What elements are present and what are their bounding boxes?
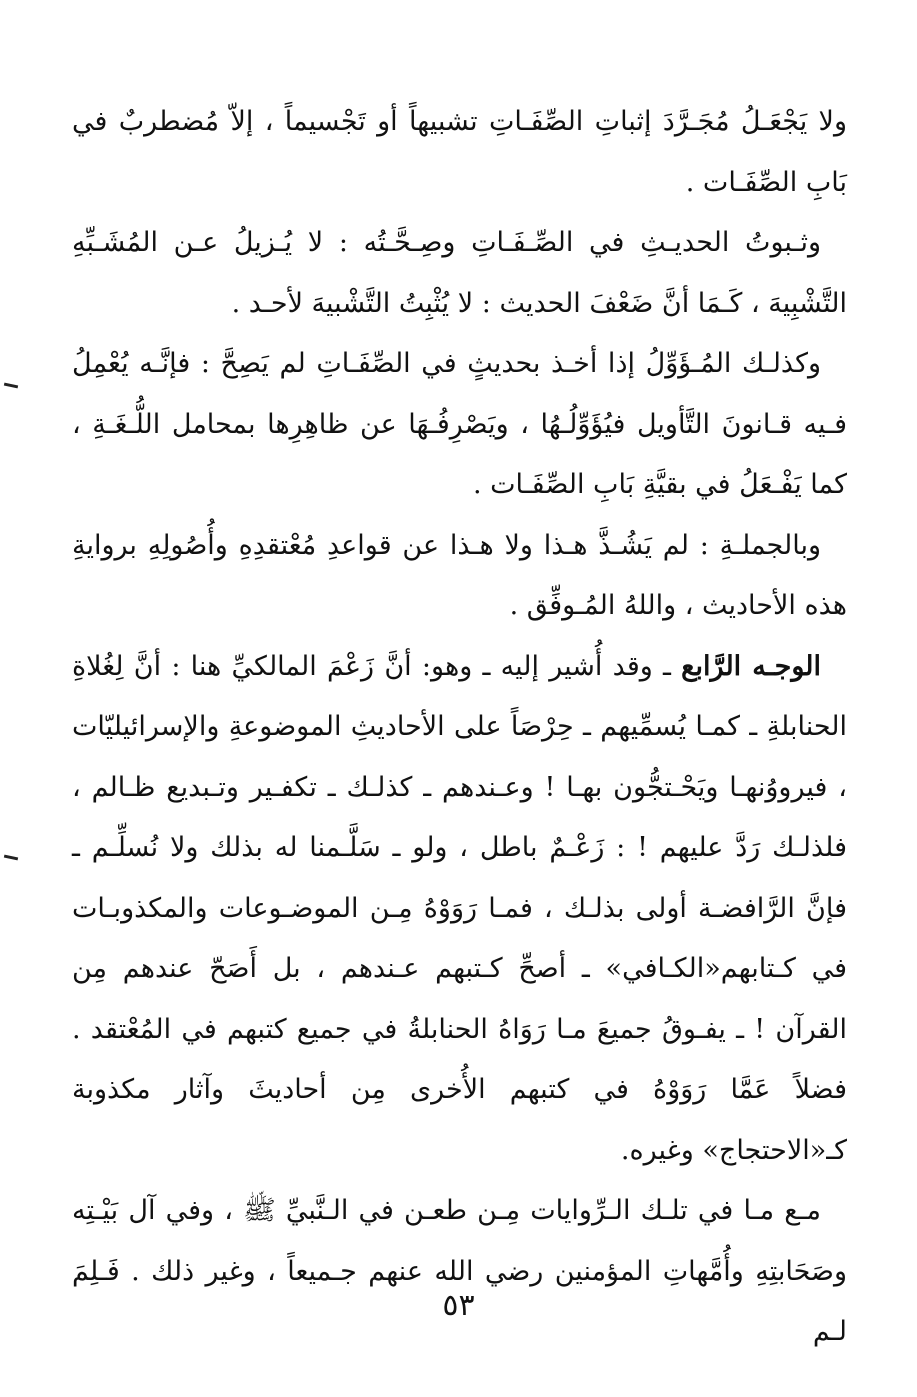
margin-mark (4, 383, 18, 389)
paragraph-1: ولا يَجْعَـلُ مُجَـرَّدَ إثباتِ الصِّفَـاتِ تشبيهاً أو تَجْسيماً ، إلاّ مُضطربٌ في بَابِ الصِّفَـات . (72, 106, 847, 198)
page-number: ٥٣ (442, 1288, 475, 1323)
margin-mark (4, 855, 18, 861)
paragraph-6: مـع مـا في تلـك الـرِّوايات مِـن طعـن في الـنَّبيِّ ﷺ ، وفي آل بَيْـتِه وصَحَابتِهِ وأُمَّهاتِ المؤمنين رضي الله عنهم جـميعاً ، وغير ذلك . فَـلِمَ لـم (72, 1195, 847, 1347)
paragraph-2: وثـبوتُ الحديـثِ في الصِّـفَـاتِ وصِـحَّـتُه : لا يُـزيلُ عـن المُشَـبِّهِ التَّشْبِيهَ ، كَـمَا أنَّ ضَعْفَ الحديث : لا يُثْبِتُ التَّشْبيهَ لأحـد . (72, 227, 847, 319)
page-content (72, 92, 847, 1363)
paragraph-3: وكذلـك المُـؤَوِّلُ إذا أخـذ بحديثٍ في الصِّفَـاتِ لم يَصِحَّ : فإنَّـه يُعْمِلُ فـيه قـانونَ التَّأويل فيُؤَوِّلُـهُا ، ويَصْرِفُـهَا عن ظاهِرِها بمحامل اللُّـغَـةِ ، كما يَفْـعَلُ في بقيَّةِ بَابِ الصِّفَـات . (72, 348, 847, 500)
section-heading: الوجـه الرَّابع (681, 650, 821, 682)
paragraph-4: وبالجملـةِ : لم يَشُـذَّ هـذا ولا هـذا عن قواعدِ مُعْتقدِهِ وأُصُولِهِ بروايةِ هذه الأحاديث ، واللهُ المُـوفِّق . (72, 529, 847, 621)
paragraph-5: الوجـه الرَّابع ـ وقد أُشير إليه ـ وهو: أنَّ زَعْمَ المالكيِّ هنا : أنَّ لِغُلاةِ الحنابلةِ ـ كمـا يُسمِّيهم ـ حِرْصَاً على الأحاديثِ الموضوعةِ والإسرائيليّات ، فيرووُنهـا ويَحْـتجُّون بهـا ! وعـندهم ـ كذلـك ـ تكفـير وتـبديع ظـالم ، فلذلـك رَدَّ عليهم ! : زَعْـمٌ باطل ، ولو ـ سَلَّـمنا له بذلك ولا نُسلِّـم ـ فإنَّ الرَّافضـة أولى بذلـك ، فمـا رَوَوْهُ مِـن الموضـوعات والمكذوبـات في كـتابهم«الكـافي» ـ أصحِّ كـتبهم عـندهم ، بل أَصَحّ عندهم مِن القرآن ! ـ يفـوقُ جميعَ مـا رَوَاهُ الحنابلةُ في جميع كتبهم في المُعْتقد . فضلاً عَمَّا رَوَوْهُ في كتبهم الأُخرى مِن أحاديثَ وآثار مكذوبة كـ«الاحتجاج» وغيره. (72, 650, 847, 1166)
